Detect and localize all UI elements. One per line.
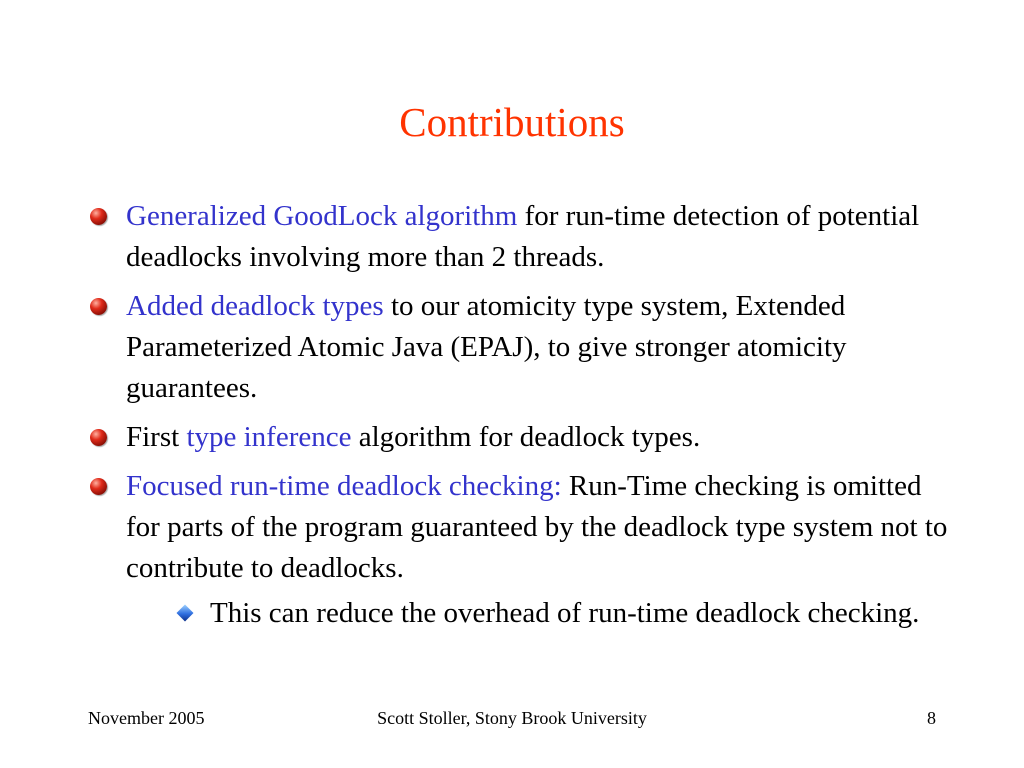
bullet-4-highlight: Focused run-time deadlock checking:: [126, 470, 562, 502]
bullet-item-2: [90, 286, 950, 409]
bullet-2-text: to our atomicity type system, Extended Parameterized Atomic Java (EPAJ), to give stronger atomicity guarantees.: [126, 290, 847, 404]
sub-bullet-item: [174, 593, 950, 634]
red-sphere-bullet-icon: [90, 298, 107, 315]
bullet-item-3: [90, 417, 950, 458]
bullet-1-highlight: Generalized GoodLock algorithm: [126, 200, 518, 232]
sub-bullet-text: This can reduce the overhead of run-time deadlock checking.: [210, 597, 920, 629]
bullet-3-prefix: First: [126, 421, 187, 453]
red-sphere-bullet-icon: [90, 478, 107, 495]
blue-diamond-bullet-icon: [177, 605, 194, 622]
bullet-4-text: Run-Time checking is omitted for parts of the program guaranteed by the deadlock type system not to contribute to deadlocks.: [126, 470, 948, 584]
bullet-3-text: algorithm for deadlock types.: [351, 421, 701, 453]
bullet-1-text: for run-time detection of potential deadlocks involving more than 2 threads.: [126, 200, 920, 273]
footer-author: Scott Stoller, Stony Brook University: [377, 708, 647, 728]
footer-page-number: 8: [927, 708, 936, 728]
slide-title: Contributions: [399, 99, 625, 145]
bullet-2-highlight: Added deadlock types: [126, 290, 384, 322]
bullet-3-highlight: type inference: [186, 421, 352, 453]
bullet-item-4: [90, 466, 950, 634]
bullet-item-1: [90, 196, 950, 278]
bullet-list: [90, 196, 950, 642]
red-sphere-bullet-icon: [90, 208, 107, 225]
footer-date: November 2005: [88, 708, 205, 728]
red-sphere-bullet-icon: [90, 429, 107, 446]
